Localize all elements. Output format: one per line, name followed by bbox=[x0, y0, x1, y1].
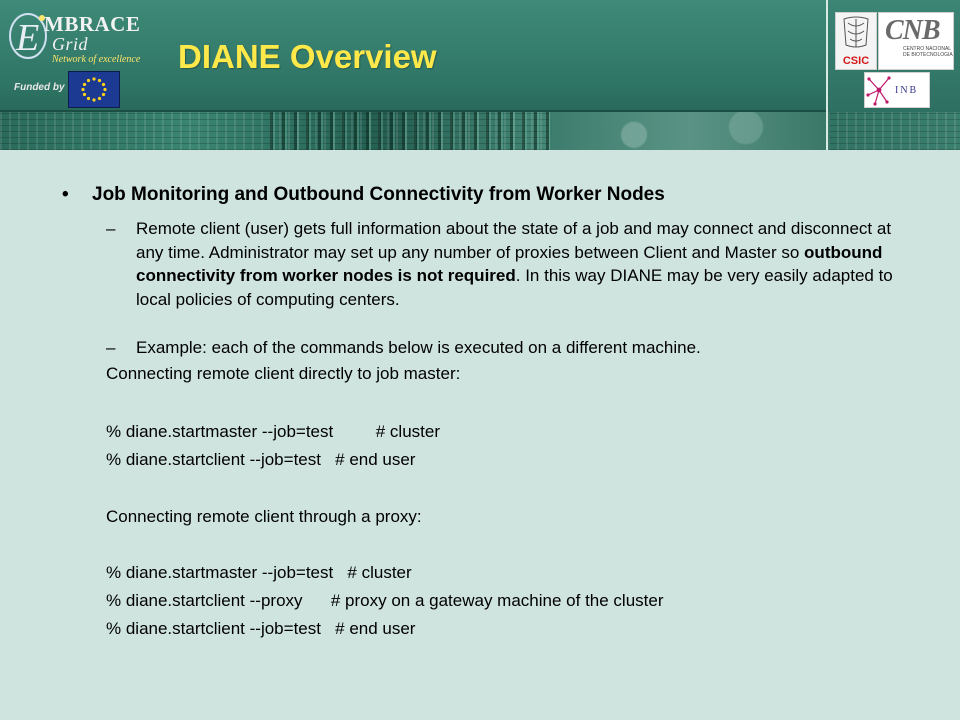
csic-logo bbox=[835, 12, 877, 70]
embrace-name: MBRACE bbox=[44, 12, 141, 36]
sub-bullet-text bbox=[136, 217, 896, 311]
sub-bullet-text: Example: each of the commands below is executed on a different machine. bbox=[136, 338, 701, 357]
command-line: % diane.startmaster --job=test # cluster bbox=[106, 563, 412, 582]
section-caption-proxy: Connecting remote client through a proxy: bbox=[106, 507, 422, 526]
command-line: % diane.startclient --job=test # end user bbox=[106, 619, 416, 638]
sub-text-part1: Remote client (user) gets full information about the state of a job and may connect and disconnect at any time. Administrator may set up any number of proxies between Client and Master so bbox=[136, 219, 892, 262]
eu-flag-icon bbox=[68, 71, 120, 108]
embrace-wordmark bbox=[44, 14, 140, 54]
embrace-tagline: Network of excellence bbox=[52, 54, 141, 65]
inb-logo bbox=[864, 72, 930, 108]
sub-bullet-dash: – bbox=[106, 219, 116, 238]
command-line: % diane.startclient --job=test # end user bbox=[106, 450, 416, 469]
bullet-marker: • bbox=[62, 184, 69, 205]
cnb-subtitle: CENTRO NACIONAL DE BIOTECNOLOGIA bbox=[903, 46, 953, 58]
cnb-logo bbox=[878, 12, 954, 70]
csic-emblem-icon bbox=[836, 13, 876, 53]
cnb-wordmark: CNB bbox=[885, 15, 940, 46]
svg-text:E: E bbox=[16, 17, 40, 59]
main-bullet-text: Job Monitoring and Outbound Connectivity from Worker Nodes bbox=[92, 184, 665, 205]
embrace-grid-word: Grid bbox=[52, 34, 89, 54]
embrace-grid-logo bbox=[8, 10, 168, 72]
sub-text-part2: . In this way DIANE may be very easily adapted to local policies of computing centers. bbox=[136, 266, 893, 309]
header-divider bbox=[0, 110, 960, 112]
page-title: DIANE Overview bbox=[178, 38, 437, 75]
slide-body bbox=[0, 150, 960, 720]
section-caption-direct: Connecting remote client directly to job master: bbox=[106, 364, 461, 383]
header-circuit-texture bbox=[270, 112, 550, 150]
sub-text-bold: outbound connectivity from worker nodes is not required bbox=[136, 242, 883, 285]
slide-header bbox=[0, 0, 960, 150]
inb-network-icon bbox=[865, 73, 895, 107]
inb-label: INB bbox=[895, 85, 919, 96]
command-line: % diane.startclient --proxy # proxy on a gateway machine of the cluster bbox=[106, 591, 664, 610]
funded-by-label: Funded by bbox=[14, 82, 65, 93]
command-line: % diane.startmaster --job=test # cluster bbox=[106, 422, 440, 441]
csic-label: CSIC bbox=[842, 55, 870, 67]
header-cell-texture bbox=[550, 112, 830, 150]
sub-bullet-dash: – bbox=[106, 338, 116, 357]
header-vertical-divider bbox=[826, 0, 828, 150]
